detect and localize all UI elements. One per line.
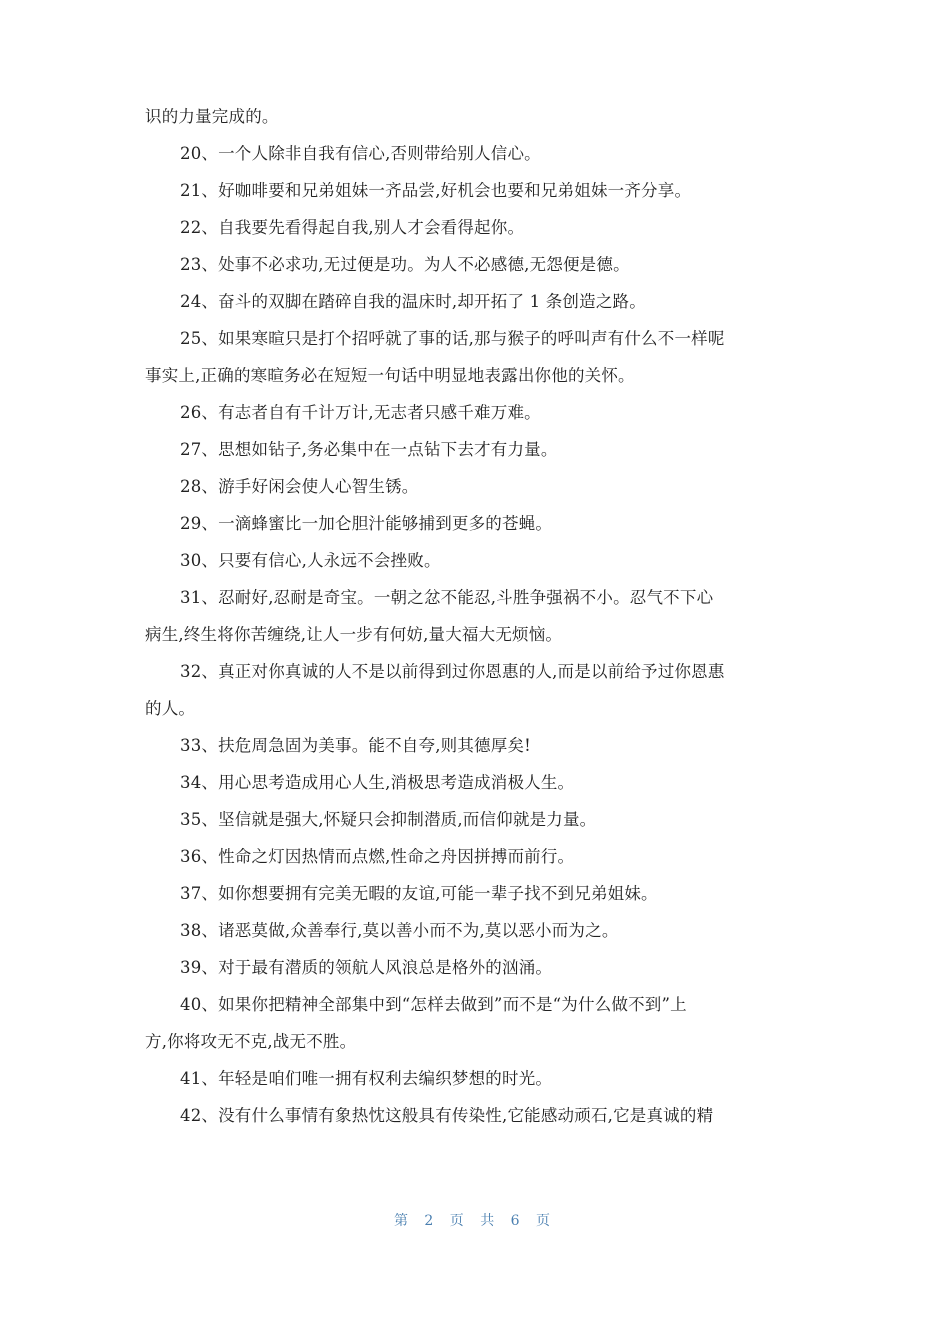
quote-29: 29、一滴蜂蜜比一加仑胆汁能够捕到更多的苍蝇。 — [180, 514, 553, 533]
quote-26: 26、有志者自有千计万计,无志者只感千难万难。 — [180, 403, 541, 422]
quote-40: 40、如果你把精神全部集中到“怎样去做到”而不是“为什么做不到”上 — [180, 995, 687, 1014]
quote-35: 35、坚信就是强大,怀疑只会抑制潜质,而信仰就是力量。 — [180, 810, 597, 829]
quote-42: 42、没有什么事情有象热忱这般具有传染性,它能感动顽石,它是真诚的精 — [180, 1106, 714, 1125]
quote-40-continued: 方,你将攻无不克,战无不胜。 — [145, 1032, 357, 1051]
page-number-footer: 第 2 页 共 6 页 — [393, 1213, 557, 1229]
quote-25: 25、如果寒暄只是打个招呼就了事的话,那与猴子的呼叫声有什么不一样呢 — [180, 329, 725, 348]
quote-30: 30、只要有信心,人永远不会挫败。 — [180, 551, 441, 570]
quote-21: 21、好咖啡要和兄弟姐妹一齐品尝,好机会也要和兄弟姐妹一齐分享。 — [180, 181, 692, 200]
quote-38: 38、诸恶莫做,众善奉行,莫以善小而不为,莫以恶小而为之。 — [180, 921, 619, 940]
quote-39: 39、对于最有潜质的领航人风浪总是格外的汹涌。 — [180, 958, 553, 977]
quote-32: 32、真正对你真诚的人不是以前得到过你恩惠的人,而是以前给予过你恩惠 — [180, 662, 725, 681]
quote-34: 34、用心思考造成用心人生,消极思考造成消极人生。 — [180, 773, 575, 792]
quote-41: 41、年轻是咱们唯一拥有权利去编织梦想的时光。 — [180, 1069, 553, 1088]
quote-36: 36、性命之灯因热情而点燃,性命之舟因拼搏而前行。 — [180, 847, 575, 866]
quote-37: 37、如你想要拥有完美无暇的友谊,可能一辈子找不到兄弟姐妹。 — [180, 884, 658, 903]
quote-20: 20、一个人除非自我有信心,否则带给别人信心。 — [180, 144, 541, 163]
quote-33: 33、扶危周急固为美事。能不自夸,则其德厚矣! — [180, 736, 531, 755]
quote-28: 28、游手好闲会使人心智生锈。 — [180, 477, 419, 496]
quote-27: 27、思想如钻子,务必集中在一点钻下去才有力量。 — [180, 440, 558, 459]
quote-31: 31、忍耐好,忍耐是奇宝。一朝之忿不能忍,斗胜争强祸不小。忍气不下心 — [180, 588, 714, 607]
page-content — [145, 98, 810, 1134]
quote-25-continued: 事实上,正确的寒暄务必在短短一句话中明显地表露出你他的关怀。 — [145, 366, 635, 385]
quote-32-continued: 的人。 — [145, 699, 196, 718]
quote-24: 24、奋斗的双脚在踏碎自我的温床时,却开拓了 1 条创造之路。 — [180, 292, 646, 311]
text-line: 识的力量完成的。 — [145, 107, 279, 126]
quote-22: 22、自我要先看得起自我,别人才会看得起你。 — [180, 218, 525, 237]
quote-31-continued: 病生,终生将你苦缠绕,让人一步有何妨,量大福大无烦恼。 — [145, 625, 563, 644]
quote-23: 23、处事不必求功,无过便是功。为人不必感德,无怨便是德。 — [180, 255, 630, 274]
